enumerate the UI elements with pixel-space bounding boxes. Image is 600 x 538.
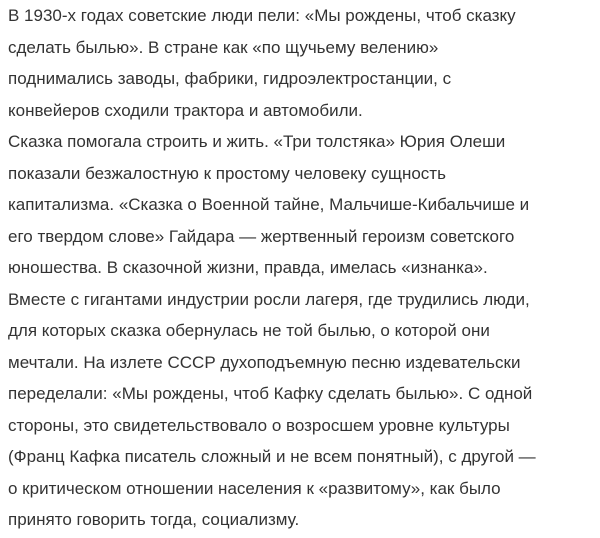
text-line: сделать былью». В стране как «по щучьему велению» bbox=[8, 37, 439, 57]
text-line: переделали: «Мы рождены, чтоб Кафку сделать былью». С одной bbox=[8, 384, 533, 403]
text-line: капитализма. «Сказка о Военной тайне, Мальчише-Кибальчише и bbox=[8, 195, 530, 214]
text-line: поднимались заводы, фабрики, гидроэлектростанции, с bbox=[8, 69, 452, 88]
text-line: мечтали. На излете СССР духоподъемную песню издевательски bbox=[8, 352, 521, 372]
text-line: показали безжалостную к простому человеку сущность bbox=[8, 163, 446, 183]
text-line: юношества. В сказочной жизни, правда, имелась «изнанка». bbox=[8, 258, 488, 277]
text-line: В 1930-х годах советские люди пели: «Мы рождены, чтоб сказку bbox=[8, 6, 516, 25]
text-line: (Франц Кафка писатель сложный и не всем понятный), с другой — bbox=[8, 447, 536, 466]
article-body bbox=[8, 0, 594, 536]
text-line: для которых сказка обернулась не той былью, о которой они bbox=[8, 321, 490, 340]
text-line: Вместе с гигантами индустрии росли лагеря, где трудились люди, bbox=[8, 289, 530, 309]
text-line: конвейеров сходили трактора и автомобили. bbox=[8, 100, 363, 120]
text-line: принято говорить тогда, социализму. bbox=[8, 510, 300, 529]
text-line: Сказка помогала строить и жить. «Три толстяка» Юрия Олеши bbox=[8, 132, 506, 151]
paragraph-2 bbox=[8, 126, 594, 536]
text-line: его твердом слове» Гайдара — жертвенный героизм советского bbox=[8, 226, 515, 246]
text-line: о критическом отношении населения к «развитому», как было bbox=[8, 478, 501, 498]
text-line: стороны, это свидетельствовало о возросшем уровне культуры bbox=[8, 415, 510, 435]
paragraph-1 bbox=[8, 0, 594, 126]
